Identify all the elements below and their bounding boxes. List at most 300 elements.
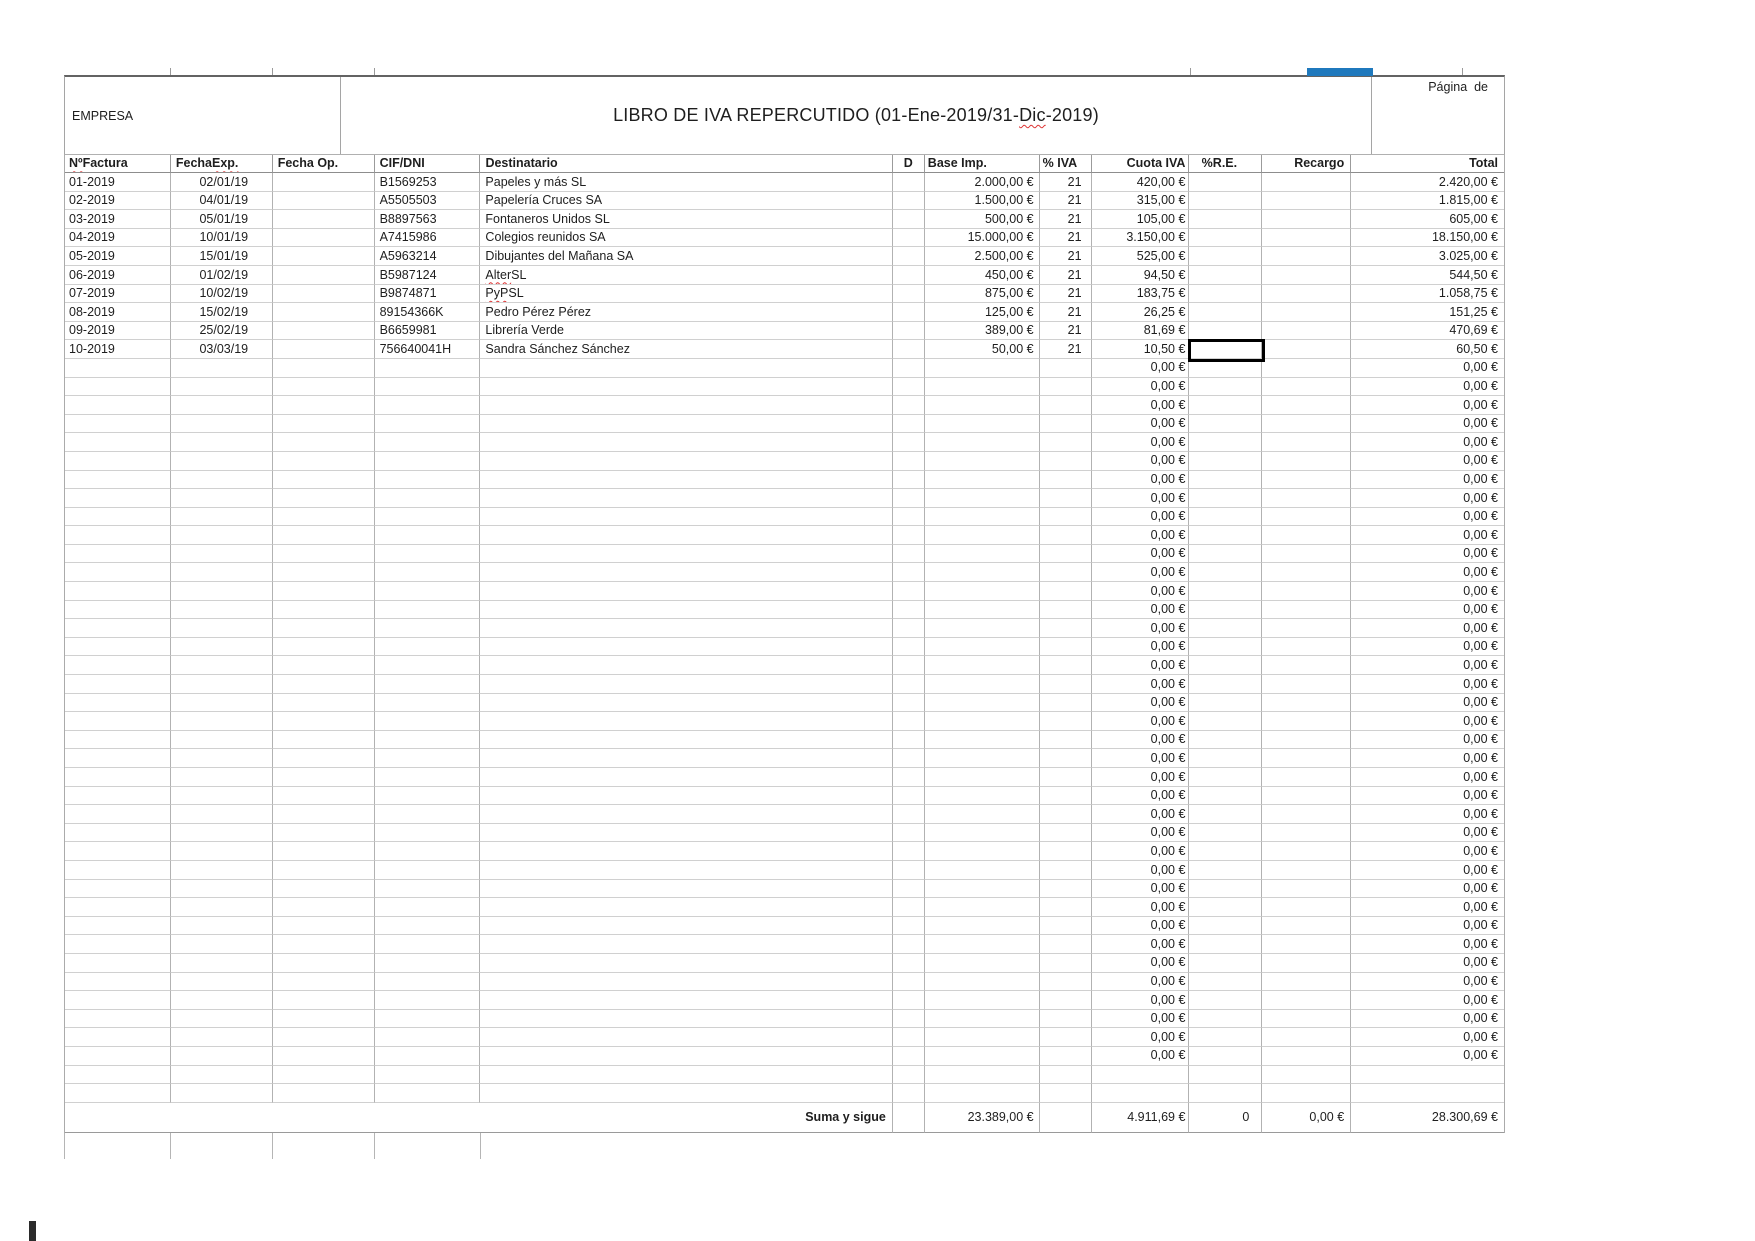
cell-cif[interactable] (375, 1010, 481, 1029)
cell-base[interactable] (925, 991, 1040, 1010)
cell-d[interactable] (893, 768, 925, 787)
cell-iva[interactable] (1040, 749, 1092, 768)
cell-re[interactable] (1189, 396, 1262, 415)
cell-fecha_exp[interactable]: 03/03/19 (171, 340, 273, 359)
cell-re[interactable] (1189, 749, 1262, 768)
cell-iva[interactable] (1040, 824, 1092, 843)
cell-d[interactable] (893, 489, 925, 508)
column-header-d[interactable]: D (893, 155, 925, 173)
cell-iva[interactable] (1040, 396, 1092, 415)
cell-re[interactable] (1189, 601, 1262, 620)
cell-base[interactable]: 389,00 € (925, 322, 1040, 341)
cell-recargo[interactable] (1262, 359, 1351, 378)
cell-recargo[interactable] (1262, 247, 1351, 266)
cell-total[interactable]: 2.420,00 € (1351, 173, 1504, 192)
cell-iva[interactable] (1040, 656, 1092, 675)
cell-iva[interactable] (1040, 601, 1092, 620)
cell-d[interactable] (893, 415, 925, 434)
cell-iva[interactable]: 21 (1040, 192, 1092, 211)
cell-fecha_exp[interactable]: 02/01/19 (171, 173, 273, 192)
cell-fecha_op[interactable] (273, 192, 375, 211)
cell-fecha_exp[interactable]: 15/01/19 (171, 247, 273, 266)
cell-destinatario[interactable]: Papelería Cruces SA (480, 192, 892, 211)
cell-fecha_op[interactable] (273, 842, 375, 861)
cell-d[interactable] (893, 1066, 925, 1085)
cell-fecha_op[interactable] (273, 954, 375, 973)
cell-fecha_exp[interactable] (171, 861, 273, 880)
column-header-factura[interactable]: Nº Factura (65, 155, 171, 173)
cell-cif[interactable] (375, 1084, 481, 1103)
cell-cuota[interactable]: 0,00 € (1092, 508, 1190, 527)
cell-cif[interactable] (375, 396, 481, 415)
cell-factura[interactable] (65, 601, 171, 620)
cell-fecha_op[interactable] (273, 433, 375, 452)
cell-fecha_exp[interactable] (171, 712, 273, 731)
cell-destinatario[interactable] (480, 824, 892, 843)
cell-factura[interactable] (65, 638, 171, 657)
cell-re[interactable] (1189, 526, 1262, 545)
cell-factura[interactable]: 04-2019 (65, 229, 171, 248)
cell-d[interactable] (893, 842, 925, 861)
cell-total[interactable]: 1.058,75 € (1351, 285, 1504, 304)
cell-re[interactable] (1189, 433, 1262, 452)
cell-base[interactable] (925, 396, 1040, 415)
cell-destinatario[interactable] (480, 880, 892, 899)
cell-base[interactable]: 875,00 € (925, 285, 1040, 304)
cell-fecha_exp[interactable] (171, 1084, 273, 1103)
cell-base[interactable] (925, 824, 1040, 843)
cell-cuota[interactable] (1092, 1084, 1190, 1103)
cell-factura[interactable] (65, 861, 171, 880)
cell-iva[interactable] (1040, 1047, 1092, 1066)
cell-fecha_exp[interactable] (171, 1047, 273, 1066)
cell-fecha_exp[interactable] (171, 675, 273, 694)
cell-recargo[interactable] (1262, 303, 1351, 322)
cell-cuota[interactable]: 0,00 € (1092, 749, 1190, 768)
cell-total[interactable]: 18.150,00 € (1351, 229, 1504, 248)
cell-recargo[interactable] (1262, 749, 1351, 768)
cell-total[interactable]: 0,00 € (1351, 582, 1504, 601)
cell-total[interactable]: 0,00 € (1351, 991, 1504, 1010)
cell-cuota[interactable]: 0,00 € (1092, 489, 1190, 508)
cell-cif[interactable]: B5987124 (375, 266, 481, 285)
cell-recargo[interactable] (1262, 712, 1351, 731)
cell-base[interactable] (925, 675, 1040, 694)
cell-factura[interactable] (65, 656, 171, 675)
cell-d[interactable] (893, 954, 925, 973)
summary-iva[interactable] (1040, 1103, 1092, 1133)
cell-iva[interactable] (1040, 1028, 1092, 1047)
cell-base[interactable] (925, 359, 1040, 378)
cell-cif[interactable] (375, 433, 481, 452)
cell-fecha_op[interactable] (273, 229, 375, 248)
cell-total[interactable]: 0,00 € (1351, 880, 1504, 899)
cell-iva[interactable]: 21 (1040, 340, 1092, 359)
cell-factura[interactable] (65, 526, 171, 545)
cell-re[interactable] (1189, 787, 1262, 806)
cell-iva[interactable] (1040, 415, 1092, 434)
cell-d[interactable] (893, 433, 925, 452)
cell-cif[interactable] (375, 880, 481, 899)
cell-d[interactable] (893, 898, 925, 917)
cell-fecha_exp[interactable] (171, 787, 273, 806)
cell-cif[interactable]: A5505503 (375, 192, 481, 211)
cell-base[interactable]: 2.500,00 € (925, 247, 1040, 266)
cell-d[interactable] (893, 210, 925, 229)
summary-base[interactable]: 23.389,00 € (925, 1103, 1040, 1133)
cell-iva[interactable] (1040, 526, 1092, 545)
cell-re[interactable] (1189, 173, 1262, 192)
cell-base[interactable] (925, 880, 1040, 899)
cell-factura[interactable] (65, 396, 171, 415)
cell-total[interactable]: 0,00 € (1351, 415, 1504, 434)
cell-total[interactable]: 0,00 € (1351, 731, 1504, 750)
cell-cuota[interactable]: 81,69 € (1092, 322, 1190, 341)
cell-fecha_op[interactable] (273, 731, 375, 750)
cell-destinatario[interactable] (480, 712, 892, 731)
cell-iva[interactable] (1040, 805, 1092, 824)
cell-recargo[interactable] (1262, 638, 1351, 657)
cell-factura[interactable] (65, 898, 171, 917)
cell-factura[interactable]: 01-2019 (65, 173, 171, 192)
cell-re[interactable] (1189, 452, 1262, 471)
cell-cuota[interactable]: 0,00 € (1092, 415, 1190, 434)
cell-d[interactable] (893, 656, 925, 675)
cell-destinatario[interactable] (480, 787, 892, 806)
cell-cuota[interactable]: 10,50 € (1092, 340, 1190, 359)
cell-re[interactable] (1189, 898, 1262, 917)
cell-factura[interactable] (65, 694, 171, 713)
column-header-fecha_op[interactable]: Fecha Op. (273, 155, 375, 173)
cell-re[interactable] (1189, 731, 1262, 750)
summary-recargo[interactable]: 0,00 € (1262, 1103, 1351, 1133)
cell-total[interactable]: 0,00 € (1351, 489, 1504, 508)
cell-cuota[interactable]: 0,00 € (1092, 656, 1190, 675)
cell-d[interactable] (893, 861, 925, 880)
cell-fecha_op[interactable] (273, 619, 375, 638)
cell-cif[interactable] (375, 1028, 481, 1047)
page-indicator-cell[interactable] (1372, 77, 1504, 154)
cell-recargo[interactable] (1262, 229, 1351, 248)
cell-fecha_exp[interactable] (171, 917, 273, 936)
cell-cif[interactable] (375, 954, 481, 973)
column-header-destinatario[interactable]: Destinatario (480, 155, 892, 173)
cell-factura[interactable] (65, 824, 171, 843)
cell-total[interactable]: 0,00 € (1351, 749, 1504, 768)
cell-total[interactable]: 0,00 € (1351, 359, 1504, 378)
cell-destinatario[interactable] (480, 1084, 892, 1103)
cell-d[interactable] (893, 787, 925, 806)
cell-total[interactable]: 0,00 € (1351, 656, 1504, 675)
cell-cuota[interactable]: 183,75 € (1092, 285, 1190, 304)
cell-iva[interactable] (1040, 433, 1092, 452)
cell-cif[interactable] (375, 749, 481, 768)
cell-iva[interactable] (1040, 731, 1092, 750)
cell-factura[interactable] (65, 842, 171, 861)
cell-factura[interactable] (65, 712, 171, 731)
cell-factura[interactable] (65, 378, 171, 397)
cell-destinatario[interactable]: Pedro Pérez Pérez (480, 303, 892, 322)
cell-cif[interactable] (375, 675, 481, 694)
cell-factura[interactable] (65, 563, 171, 582)
cell-fecha_op[interactable] (273, 935, 375, 954)
cell-iva[interactable] (1040, 991, 1092, 1010)
cell-fecha_op[interactable] (273, 210, 375, 229)
cell-d[interactable] (893, 452, 925, 471)
cell-cuota[interactable]: 0,00 € (1092, 935, 1190, 954)
cell-fecha_op[interactable] (273, 601, 375, 620)
cell-fecha_exp[interactable] (171, 749, 273, 768)
cell-cuota[interactable]: 0,00 € (1092, 563, 1190, 582)
cell-iva[interactable] (1040, 489, 1092, 508)
cell-re[interactable] (1189, 675, 1262, 694)
cell-cif[interactable] (375, 898, 481, 917)
cell-recargo[interactable] (1262, 1047, 1351, 1066)
cell-cuota[interactable]: 3.150,00 € (1092, 229, 1190, 248)
cell-iva[interactable] (1040, 1066, 1092, 1085)
cell-d[interactable] (893, 991, 925, 1010)
cell-destinatario[interactable] (480, 638, 892, 657)
cell-iva[interactable] (1040, 694, 1092, 713)
cell-recargo[interactable] (1262, 954, 1351, 973)
cell-iva[interactable] (1040, 638, 1092, 657)
cell-d[interactable] (893, 638, 925, 657)
cell-total[interactable]: 0,00 € (1351, 675, 1504, 694)
cell-fecha_op[interactable] (273, 880, 375, 899)
cell-factura[interactable] (65, 749, 171, 768)
cell-d[interactable] (893, 247, 925, 266)
cell-base[interactable]: 2.000,00 € (925, 173, 1040, 192)
cell-d[interactable] (893, 749, 925, 768)
cell-base[interactable] (925, 489, 1040, 508)
cell-base[interactable]: 1.500,00 € (925, 192, 1040, 211)
cell-total[interactable]: 0,00 € (1351, 824, 1504, 843)
cell-total[interactable]: 0,00 € (1351, 638, 1504, 657)
cell-re[interactable] (1189, 805, 1262, 824)
cell-d[interactable] (893, 1084, 925, 1103)
cell-iva[interactable] (1040, 880, 1092, 899)
cell-re[interactable] (1189, 266, 1262, 285)
cell-destinatario[interactable] (480, 656, 892, 675)
cell-base[interactable] (925, 917, 1040, 936)
cell-re[interactable] (1189, 1028, 1262, 1047)
cell-cuota[interactable]: 0,00 € (1092, 359, 1190, 378)
cell-factura[interactable] (65, 545, 171, 564)
cell-fecha_op[interactable] (273, 396, 375, 415)
cell-cif[interactable]: B8897563 (375, 210, 481, 229)
cell-re[interactable] (1189, 1047, 1262, 1066)
cell-total[interactable] (1351, 1066, 1504, 1085)
cell-recargo[interactable] (1262, 787, 1351, 806)
cell-re[interactable] (1189, 247, 1262, 266)
cell-cif[interactable] (375, 768, 481, 787)
cell-factura[interactable]: 03-2019 (65, 210, 171, 229)
cell-d[interactable] (893, 1010, 925, 1029)
cell-base[interactable] (925, 935, 1040, 954)
cell-total[interactable]: 0,00 € (1351, 973, 1504, 992)
cell-recargo[interactable] (1262, 861, 1351, 880)
cell-fecha_exp[interactable] (171, 359, 273, 378)
cell-d[interactable] (893, 1047, 925, 1066)
cell-cuota[interactable]: 420,00 € (1092, 173, 1190, 192)
cell-factura[interactable] (65, 433, 171, 452)
cell-fecha_exp[interactable]: 10/01/19 (171, 229, 273, 248)
cell-destinatario[interactable] (480, 619, 892, 638)
cell-re[interactable] (1189, 768, 1262, 787)
cell-fecha_exp[interactable] (171, 452, 273, 471)
cell-total[interactable]: 151,25 € (1351, 303, 1504, 322)
cell-cuota[interactable]: 0,00 € (1092, 694, 1190, 713)
cell-re[interactable] (1189, 192, 1262, 211)
cell-recargo[interactable] (1262, 545, 1351, 564)
cell-re[interactable] (1189, 1084, 1262, 1103)
summary-cuota[interactable]: 4.911,69 € (1092, 1103, 1190, 1133)
cell-fecha_op[interactable] (273, 824, 375, 843)
cell-total[interactable]: 0,00 € (1351, 917, 1504, 936)
cell-total[interactable]: 3.025,00 € (1351, 247, 1504, 266)
cell-total[interactable]: 0,00 € (1351, 508, 1504, 527)
cell-fecha_exp[interactable]: 25/02/19 (171, 322, 273, 341)
cell-cif[interactable]: 756640041H (375, 340, 481, 359)
cell-factura[interactable] (65, 954, 171, 973)
cell-d[interactable] (893, 340, 925, 359)
cell-base[interactable] (925, 656, 1040, 675)
cell-destinatario[interactable] (480, 898, 892, 917)
cell-iva[interactable] (1040, 563, 1092, 582)
cell-fecha_op[interactable] (273, 303, 375, 322)
cell-cif[interactable] (375, 694, 481, 713)
cell-factura[interactable] (65, 1010, 171, 1029)
cell-d[interactable] (893, 563, 925, 582)
cell-fecha_exp[interactable] (171, 731, 273, 750)
cell-recargo[interactable] (1262, 1084, 1351, 1103)
cell-destinatario[interactable] (480, 452, 892, 471)
column-header-iva[interactable]: % IVA (1040, 155, 1092, 173)
cell-fecha_op[interactable] (273, 768, 375, 787)
cell-re[interactable] (1189, 582, 1262, 601)
cell-total[interactable]: 0,00 € (1351, 694, 1504, 713)
cell-recargo[interactable] (1262, 489, 1351, 508)
cell-re[interactable] (1189, 322, 1262, 341)
cell-cif[interactable] (375, 787, 481, 806)
cell-fecha_op[interactable] (273, 452, 375, 471)
cell-cuota[interactable]: 0,00 € (1092, 991, 1190, 1010)
cell-destinatario[interactable] (480, 396, 892, 415)
cell-d[interactable] (893, 285, 925, 304)
cell-fecha_op[interactable] (273, 917, 375, 936)
cell-re[interactable] (1189, 563, 1262, 582)
cell-iva[interactable]: 21 (1040, 173, 1092, 192)
cell-fecha_exp[interactable] (171, 954, 273, 973)
cell-factura[interactable]: 10-2019 (65, 340, 171, 359)
cell-d[interactable] (893, 824, 925, 843)
cell-re[interactable] (1189, 973, 1262, 992)
cell-cuota[interactable]: 0,00 € (1092, 452, 1190, 471)
cell-total[interactable]: 470,69 € (1351, 322, 1504, 341)
cell-re[interactable] (1189, 619, 1262, 638)
cell-cif[interactable] (375, 489, 481, 508)
cell-cif[interactable] (375, 526, 481, 545)
cell-fecha_exp[interactable] (171, 638, 273, 657)
cell-fecha_op[interactable] (273, 582, 375, 601)
cell-factura[interactable] (65, 1084, 171, 1103)
cell-d[interactable] (893, 545, 925, 564)
cell-base[interactable] (925, 452, 1040, 471)
cell-recargo[interactable] (1262, 991, 1351, 1010)
cell-fecha_exp[interactable] (171, 1028, 273, 1047)
cell-total[interactable]: 0,00 € (1351, 619, 1504, 638)
cell-iva[interactable] (1040, 768, 1092, 787)
cell-iva[interactable]: 21 (1040, 247, 1092, 266)
cell-fecha_exp[interactable] (171, 378, 273, 397)
cell-fecha_exp[interactable] (171, 489, 273, 508)
cell-destinatario[interactable] (480, 768, 892, 787)
cell-iva[interactable]: 21 (1040, 229, 1092, 248)
cell-base[interactable]: 50,00 € (925, 340, 1040, 359)
cell-fecha_op[interactable] (273, 266, 375, 285)
cell-cif[interactable] (375, 545, 481, 564)
cell-base[interactable]: 500,00 € (925, 210, 1040, 229)
cell-destinatario[interactable] (480, 378, 892, 397)
cell-iva[interactable]: 21 (1040, 303, 1092, 322)
cell-fecha_exp[interactable] (171, 508, 273, 527)
cell-factura[interactable] (65, 1047, 171, 1066)
cell-factura[interactable] (65, 787, 171, 806)
cell-total[interactable]: 0,00 € (1351, 396, 1504, 415)
cell-destinatario[interactable] (480, 1028, 892, 1047)
cell-fecha_exp[interactable] (171, 842, 273, 861)
cell-factura[interactable] (65, 991, 171, 1010)
cell-re[interactable] (1189, 545, 1262, 564)
cell-d[interactable] (893, 303, 925, 322)
cell-base[interactable] (925, 619, 1040, 638)
cell-recargo[interactable] (1262, 731, 1351, 750)
cell-destinatario[interactable] (480, 508, 892, 527)
cell-re[interactable] (1189, 378, 1262, 397)
cell-cif[interactable] (375, 619, 481, 638)
cell-total[interactable]: 0,00 € (1351, 805, 1504, 824)
cell-factura[interactable]: 07-2019 (65, 285, 171, 304)
cell-iva[interactable] (1040, 973, 1092, 992)
cell-total[interactable]: 0,00 € (1351, 1010, 1504, 1029)
cell-fecha_op[interactable] (273, 173, 375, 192)
cell-cuota[interactable]: 0,00 € (1092, 861, 1190, 880)
cell-cif[interactable] (375, 378, 481, 397)
cell-re[interactable] (1189, 824, 1262, 843)
cell-cif[interactable]: A7415986 (375, 229, 481, 248)
cell-destinatario[interactable]: Papeles y más SL (480, 173, 892, 192)
cell-cuota[interactable]: 105,00 € (1092, 210, 1190, 229)
cell-fecha_exp[interactable] (171, 1066, 273, 1085)
cell-destinatario[interactable] (480, 694, 892, 713)
cell-factura[interactable] (65, 359, 171, 378)
cell-base[interactable] (925, 973, 1040, 992)
cell-iva[interactable] (1040, 917, 1092, 936)
summary-re[interactable]: 0 (1189, 1103, 1262, 1133)
cell-fecha_exp[interactable] (171, 545, 273, 564)
cell-recargo[interactable] (1262, 1028, 1351, 1047)
cell-d[interactable] (893, 378, 925, 397)
cell-cif[interactable] (375, 1066, 481, 1085)
cell-total[interactable]: 544,50 € (1351, 266, 1504, 285)
cell-factura[interactable] (65, 415, 171, 434)
cell-iva[interactable] (1040, 675, 1092, 694)
cell-cuota[interactable]: 0,00 € (1092, 619, 1190, 638)
cell-re[interactable] (1189, 935, 1262, 954)
cell-base[interactable]: 450,00 € (925, 266, 1040, 285)
cell-base[interactable] (925, 712, 1040, 731)
cell-recargo[interactable] (1262, 285, 1351, 304)
